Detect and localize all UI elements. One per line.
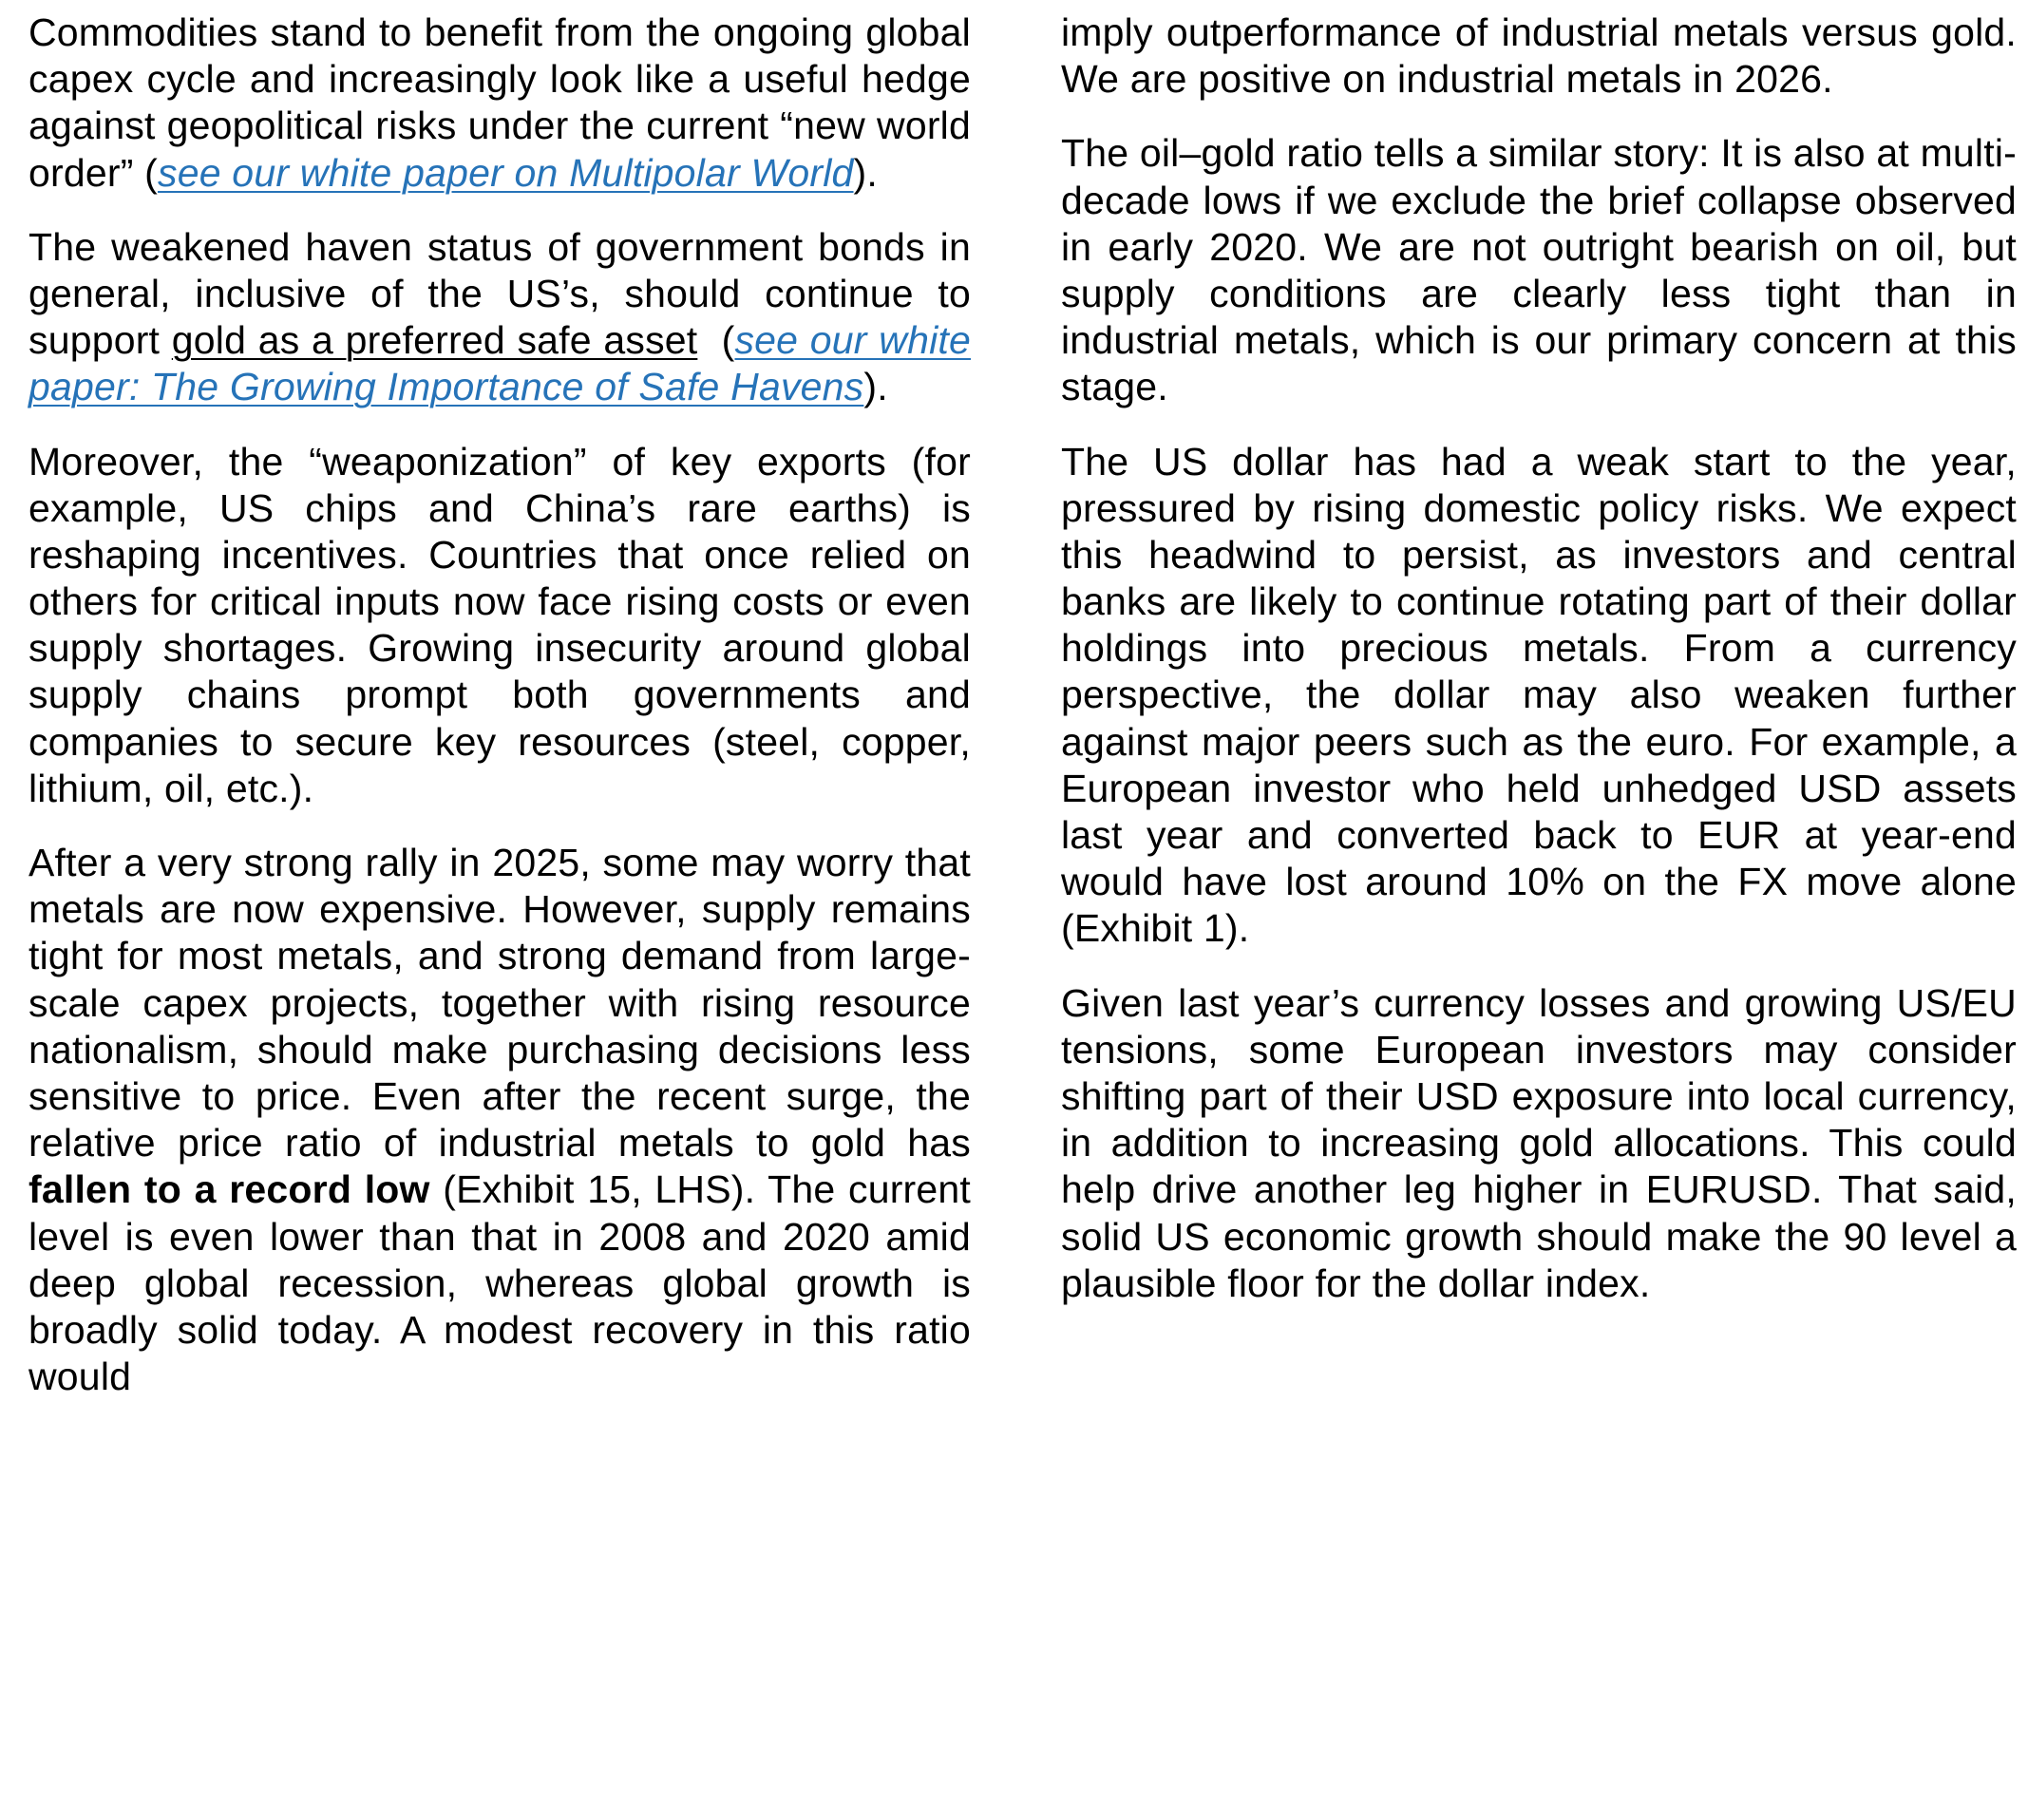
paragraph-text: Commodities stand to benefit from the ongoing global capex cycle and increasingly look like a useful hedge against geopolitical risks under the current “new world order” ( xyxy=(28,10,971,195)
paragraph-us-dollar-weakness: The US dollar has had a weak start to the year, pressured by rising domestic policy risks. We expect this headwind to persist, as investors and central banks are likely to continue rotating part of their dollar holdings into precious metals. From a currency perspective, the dollar may also weaken further against major peers such as the euro. For example, a European investor who held unhedged USD assets last year and converted back to EUR at year-end would have lost around 10% on the FX move alone (Exhibit 1). xyxy=(1061,439,2017,951)
paragraph-text: The weakened haven status of government bonds in general, inclusive of the US’s, should continue to support xyxy=(28,224,971,363)
bold-record-low: fallen to a record low xyxy=(28,1167,430,1212)
paragraph-text: After a very strong rally in 2025, some may worry that metals are now expensive. However, supply remains tight for most metals, and strong demand from large-scale capex projects, together with rising resource nationalism, should make purchasing decisions less sensitive to price. Even after the recent surge, the relative price ratio of industrial metals to gold has xyxy=(28,841,971,1166)
underlined-gold-safe-asset: gold as a preferred safe asset xyxy=(171,318,698,363)
paragraph-european-investors: Given last year’s currency losses and growing US/EU tensions, some European investors may consider shifting part of their USD exposure into local currency, in addition to increasing gold allocations. This could help drive another leg higher in EURUSD. That said, solid US economic growth should make the 90 level a plausible floor for the dollar index. xyxy=(1061,980,2017,1305)
paragraph-weaponization: Moreover, the “weaponization” of key exports (for example, US chips and China’s rare earths) is reshaping incentives. Countries that once relied on others for critical inputs now face rising costs or even supply shortages. Growing insecurity around global supply chains prompt both governments and companies to secure key resources (steel, copper, lithium, oil, etc.). xyxy=(28,439,971,810)
paragraph-metals-rally xyxy=(28,840,971,1400)
paragraph-text: (Exhibit 15, LHS). The current level is even lower than that in 2008 and 2020 amid deep global recession, whereas global growth is broadly solid today. A modest recovery in this ratio would xyxy=(28,1167,972,1399)
paragraph-commodities xyxy=(28,9,971,197)
paragraph-text: ). xyxy=(863,365,888,409)
paragraph-text: ). xyxy=(853,150,878,195)
paragraph-text: ( xyxy=(697,318,735,363)
link-multipolar-world[interactable]: see our white paper on Multipolar World xyxy=(158,150,854,195)
paragraph-haven-status xyxy=(28,224,971,411)
right-column xyxy=(1061,9,2017,1820)
paragraph-oil-gold-ratio: The oil–gold ratio tells a similar story: It is also at multi-decade lows if we exclude the brief collapse observed in early 2020. We are not outright bearish on oil, but supply conditions are clearly less tight than in industrial metals, which is our primary concern at this stage. xyxy=(1061,131,2017,409)
link-safe-havens-paper[interactable]: see our white paper: The Growing Importance of Safe Havens xyxy=(28,318,971,409)
paragraph-industrial-metals-outperformance: imply outperformance of industrial metals versus gold. We are positive on industrial metals in 2026. xyxy=(1061,10,2017,102)
left-column xyxy=(28,9,971,1820)
